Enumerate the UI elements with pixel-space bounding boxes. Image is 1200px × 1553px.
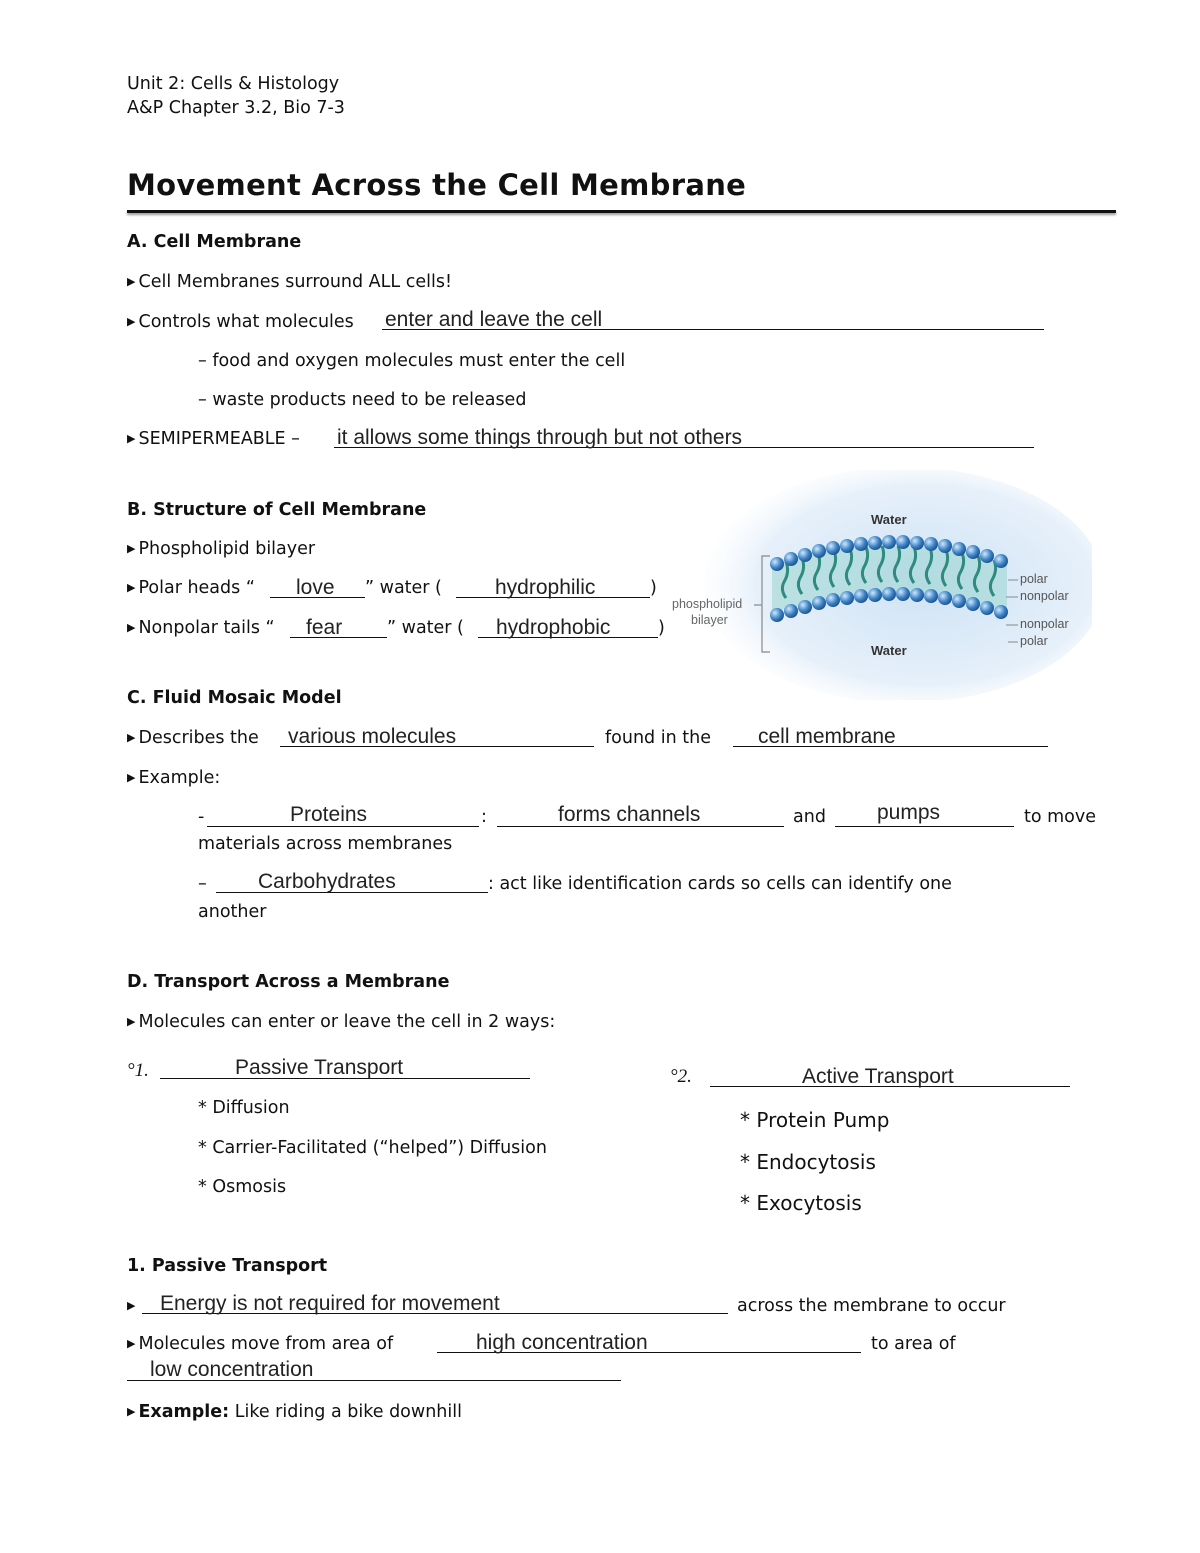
example-text: Like riding a bike downhill: [234, 1402, 462, 1422]
triangle-bullet-icon: ▶: [127, 542, 136, 555]
triangle-bullet-icon: ▶: [127, 581, 136, 594]
answer-love: love: [296, 576, 335, 599]
active-item-1: * Protein Pump: [740, 1108, 890, 1132]
section-d-heading: D. Transport Across a Membrane: [127, 972, 450, 992]
section-1-bullet-3: [127, 1402, 462, 1423]
section-a-heading: A. Cell Membrane: [127, 232, 302, 252]
section-1-bullet-1: [127, 1296, 138, 1317]
phospholipid-bilayer-diagram: [662, 470, 1092, 700]
answer-energy-not-required: Energy is not required for movement: [160, 1292, 500, 1315]
example-label: Example:: [138, 1402, 230, 1422]
section-c-heading: C. Fluid Mosaic Model: [127, 688, 342, 708]
section-c-bullet-1: [127, 728, 259, 749]
triangle-bullet-icon: ▶: [127, 315, 136, 328]
water-text: ” water (: [365, 578, 442, 598]
bullet-text: Phospholipid bilayer: [138, 539, 316, 559]
colon-text: :: [481, 807, 487, 827]
example-dash-2: –: [198, 874, 207, 894]
across-text: across the membrane to occur: [737, 1296, 1006, 1316]
triangle-bullet-icon: ▶: [127, 731, 136, 744]
answer-high-concentration: high concentration: [476, 1331, 648, 1354]
water-text: ” water (: [387, 618, 464, 638]
header-chapter: A&P Chapter 3.2, Bio 7-3: [127, 98, 345, 118]
label-nonpolar-top: nonpolar: [1020, 589, 1069, 603]
bullet-text: Molecules move from area of: [138, 1334, 394, 1354]
triangle-bullet-icon: ▶: [127, 1299, 136, 1312]
section-b-bullet-2: [127, 578, 255, 599]
answer-blank: [835, 826, 1014, 827]
passive-item-2: * Carrier-Facilitated (“helped”) Diffusion: [198, 1138, 547, 1158]
to-move-text: to move: [1024, 807, 1097, 827]
section-d-bullet-1: [127, 1012, 555, 1033]
passive-item-3: * Osmosis: [198, 1177, 287, 1197]
bullet-text: Describes the: [138, 728, 259, 748]
answer-low-concentration: low concentration: [150, 1358, 314, 1381]
answer-forms-channels: forms channels: [558, 803, 701, 826]
close-paren: ): [658, 618, 665, 638]
answer-hydrophilic: hydrophilic: [495, 576, 596, 599]
triangle-bullet-icon: ▶: [127, 771, 136, 784]
page-title: Movement Across the Cell Membrane: [127, 168, 747, 202]
section-a-dash-1: – food and oxygen molecules must enter the cell: [198, 351, 626, 371]
header-unit: Unit 2: Cells & Histology: [127, 74, 340, 94]
section-b-heading: B. Structure of Cell Membrane: [127, 500, 427, 520]
bullet-text: SEMIPERMEABLE –: [138, 429, 300, 449]
bullet-text: Molecules can enter or leave the cell in 2 ways:: [138, 1012, 556, 1032]
passive-item-1: * Diffusion: [198, 1098, 290, 1118]
section-a-dash-2: – waste products need to be released: [198, 390, 527, 410]
example-dash: -: [198, 807, 205, 827]
id-cards-text: : act like identification cards so cells can identify one: [488, 874, 952, 894]
label-water-top: Water: [871, 512, 907, 527]
answer-carbohydrates: Carbohydrates: [258, 870, 396, 893]
active-item-2: * Endocytosis: [740, 1150, 876, 1174]
section-b-bullet-3: [127, 618, 275, 639]
answer-active-transport: Active Transport: [802, 1065, 954, 1088]
answer-various-molecules: various molecules: [288, 725, 457, 748]
answer-pumps: pumps: [877, 801, 941, 824]
answer-hydrophobic: hydrophobic: [496, 616, 611, 639]
label-polar-top: polar: [1020, 572, 1048, 586]
found-in-text: found in the: [605, 728, 711, 748]
label-nonpolar-bottom: nonpolar: [1020, 617, 1069, 631]
title-rule: [127, 210, 1116, 213]
label-polar-bottom: polar: [1020, 634, 1048, 648]
way-1-label: °1.: [127, 1060, 149, 1081]
answer-fear: fear: [306, 616, 343, 639]
to-area-text: to area of: [871, 1334, 956, 1354]
bullet-text: Example:: [138, 768, 221, 788]
section-a-bullet-3: [127, 429, 300, 450]
bullet-text: Cell Membranes surround ALL cells!: [138, 272, 452, 292]
section-c-bullet-2: [127, 768, 220, 789]
bullet-text: Polar heads “: [138, 578, 255, 598]
triangle-bullet-icon: ▶: [127, 1337, 136, 1350]
section-b-bullet-1: [127, 539, 315, 560]
active-item-3: * Exocytosis: [740, 1191, 862, 1215]
answer-semipermeable: it allows some things through but not others: [337, 426, 743, 449]
section-1-bullet-2: [127, 1334, 393, 1355]
triangle-bullet-icon: ▶: [127, 275, 136, 288]
answer-cell-membrane: cell membrane: [758, 725, 896, 748]
another-text: another: [198, 902, 267, 922]
and-text: and: [793, 807, 826, 827]
triangle-bullet-icon: ▶: [127, 432, 136, 445]
bullet-text: Nonpolar tails “: [138, 618, 275, 638]
way-2-label: °2.: [670, 1066, 692, 1087]
label-phospholipid: phospholipid: [672, 597, 743, 611]
label-bilayer: bilayer: [691, 613, 728, 627]
answer-passive-transport: Passive Transport: [235, 1056, 404, 1079]
label-water-bottom: Water: [871, 643, 907, 658]
section-1-heading: 1. Passive Transport: [127, 1256, 328, 1276]
example-cont: materials across membranes: [198, 834, 453, 854]
close-paren: ): [650, 578, 657, 598]
answer-enter-leave: enter and leave the cell: [385, 308, 603, 331]
answer-proteins: Proteins: [290, 803, 368, 826]
bullet-text: Controls what molecules: [138, 312, 354, 332]
section-a-bullet-1: [127, 272, 452, 293]
section-a-bullet-2: [127, 312, 354, 333]
triangle-bullet-icon: ▶: [127, 1015, 136, 1028]
triangle-bullet-icon: ▶: [127, 1405, 136, 1418]
triangle-bullet-icon: ▶: [127, 621, 136, 634]
